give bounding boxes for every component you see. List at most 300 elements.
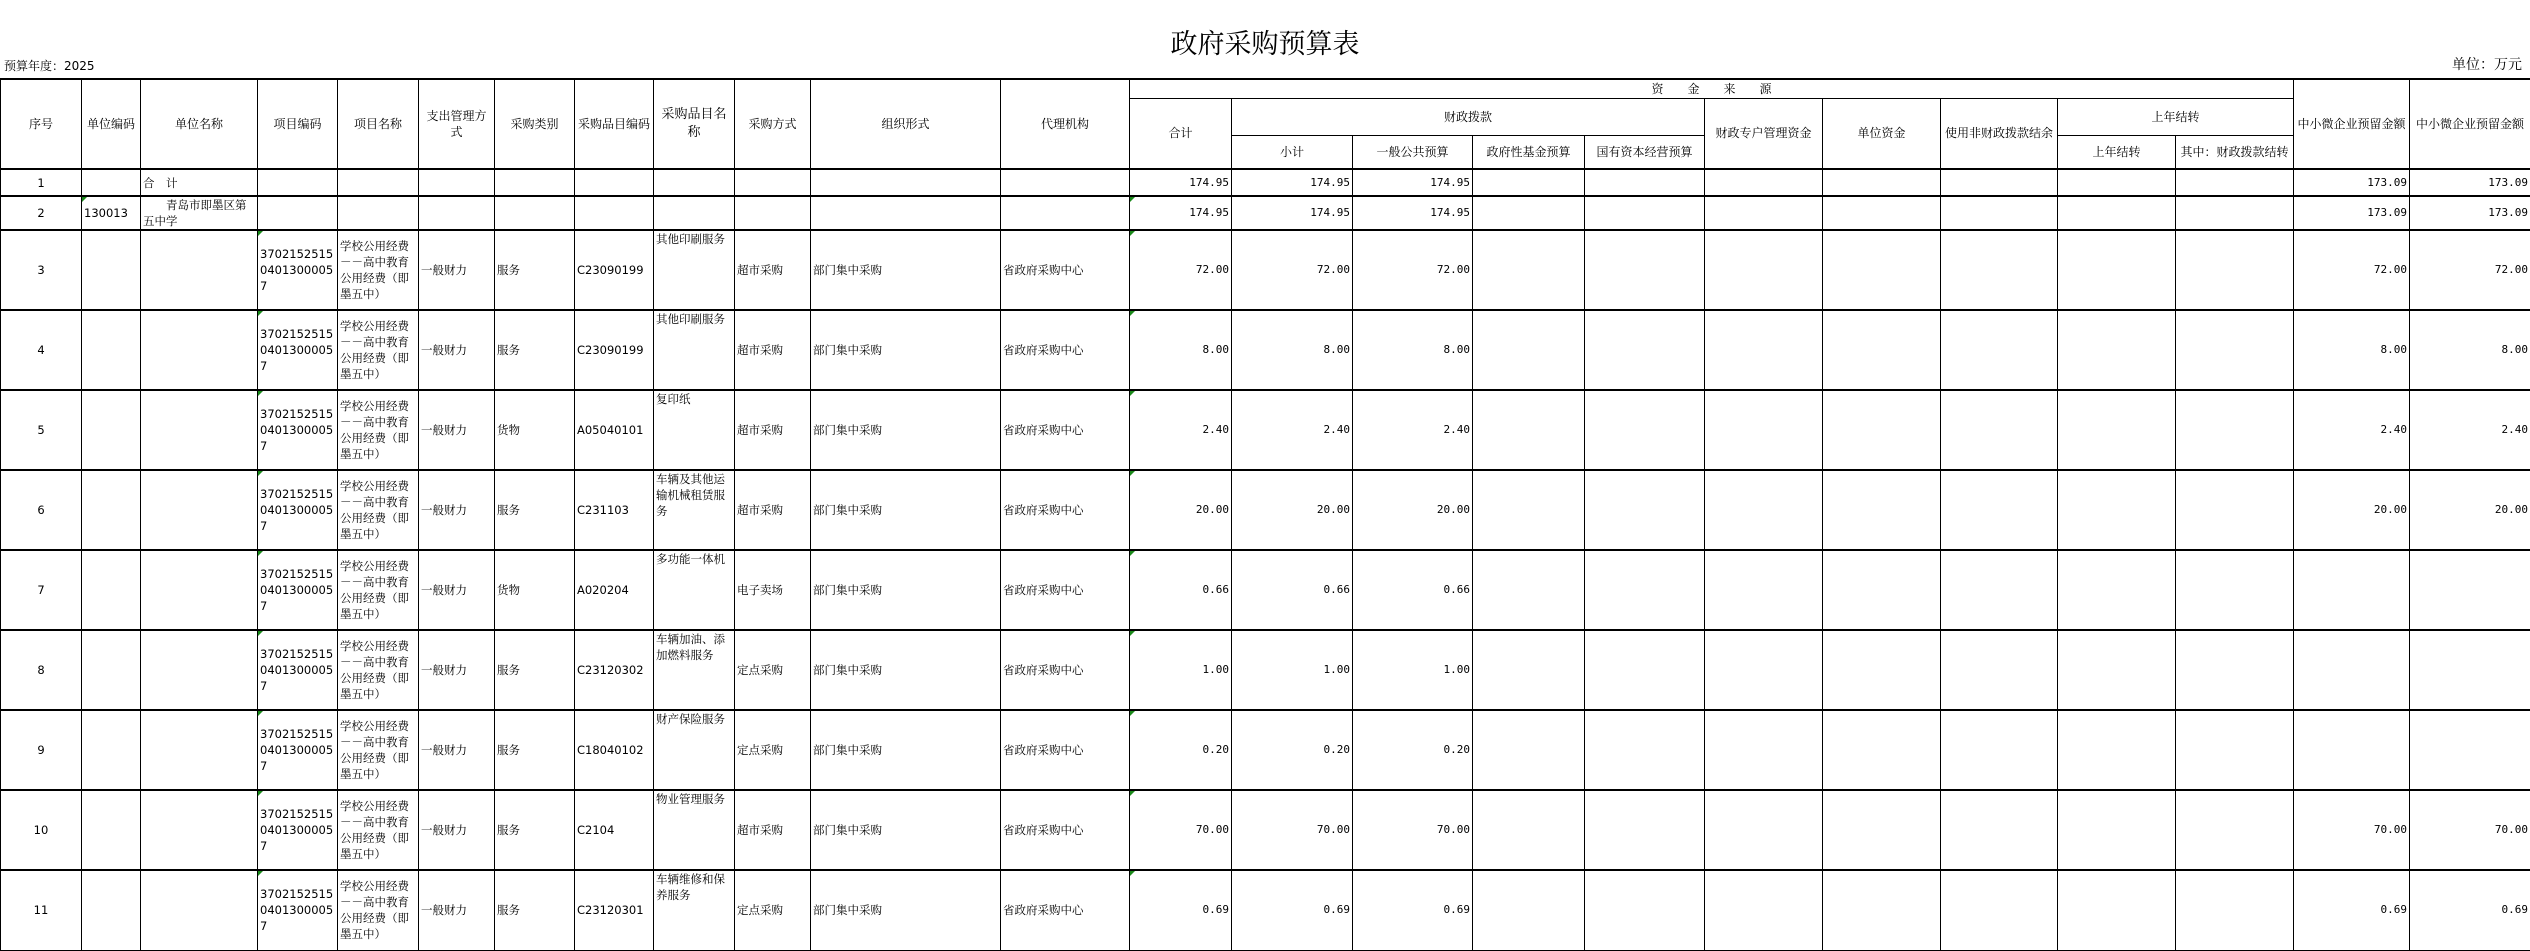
cell-subtotal[interactable]: 8.00 — [1232, 310, 1353, 390]
cell-subtotal[interactable]: 2.40 — [1232, 390, 1353, 470]
cell-subtotal[interactable]: 174.95 — [1232, 196, 1353, 230]
cell-item-name[interactable]: 物业管理服务 — [654, 790, 735, 870]
cell-item-code[interactable]: A05040101 — [575, 390, 654, 470]
cell-subtotal[interactable]: 0.20 — [1232, 710, 1353, 790]
cell-expense-mode[interactable]: 一般财力 — [419, 390, 495, 470]
cell-carryover[interactable] — [2058, 169, 2176, 196]
header-unit-funds: 单位资金 — [1823, 98, 1941, 169]
cell-non-fiscal-balance[interactable] — [1941, 550, 2058, 630]
cell-agency[interactable] — [1001, 169, 1130, 196]
cell-unit-funds[interactable] — [1823, 790, 1941, 870]
cell-item-code[interactable] — [575, 169, 654, 196]
cell-sme-reserve-1[interactable]: 8.00 — [2294, 310, 2410, 390]
table-body — [1, 169, 2530, 950]
cell-non-fiscal-balance[interactable] — [1941, 310, 2058, 390]
cell-organization[interactable]: 部门集中采购 — [811, 870, 1001, 950]
table-row — [1, 870, 2530, 950]
cell-method[interactable]: 超市采购 — [735, 310, 811, 390]
cell-general-budget[interactable]: 8.00 — [1353, 310, 1473, 390]
cell-method[interactable] — [735, 196, 811, 230]
cell-item-name[interactable]: 其他印刷服务 — [654, 310, 735, 390]
cell-project-code[interactable]: 370215251504013000057 — [258, 790, 338, 870]
cell-agency[interactable]: 省政府采购中心 — [1001, 790, 1130, 870]
cell-unit-code[interactable] — [82, 230, 141, 310]
cell-organization[interactable]: 部门集中采购 — [811, 310, 1001, 390]
cell-carryover[interactable] — [2058, 196, 2176, 230]
cell-unit-funds[interactable] — [1823, 550, 1941, 630]
cell-item-name[interactable]: 财产保险服务 — [654, 710, 735, 790]
cell-general-budget[interactable]: 174.95 — [1353, 169, 1473, 196]
cell-carryover[interactable] — [2058, 470, 2176, 550]
page-title: 政府采购预算表 — [0, 22, 2530, 61]
cell-unit-funds[interactable] — [1823, 870, 1941, 950]
cell-agency[interactable]: 省政府采购中心 — [1001, 630, 1130, 710]
cell-organization[interactable] — [811, 169, 1001, 196]
cell-agency[interactable]: 省政府采购中心 — [1001, 470, 1130, 550]
header-carryover: 上年结转 — [2058, 98, 2294, 135]
cell-project-code[interactable]: 370215251504013000057 — [258, 390, 338, 470]
cell-item-name[interactable]: 车辆加油、添加燃料服务 — [654, 630, 735, 710]
cell-total[interactable]: 20.00 — [1130, 470, 1232, 550]
cell-category[interactable]: 服务 — [495, 230, 575, 310]
cell-sme-reserve-1[interactable]: 173.09 — [2294, 169, 2410, 196]
cell-sme-reserve-1[interactable]: 72.00 — [2294, 230, 2410, 310]
cell-project-name[interactable]: 学校公用经费－－高中教育公用经费（即墨五中） — [338, 390, 419, 470]
cell-unit-funds[interactable] — [1823, 390, 1941, 470]
cell-project-code[interactable]: 370215251504013000057 — [258, 470, 338, 550]
cell-unit-code[interactable] — [82, 169, 141, 196]
cell-carryover[interactable] — [2058, 390, 2176, 470]
cell-seq[interactable]: 4 — [1, 310, 82, 390]
cell-seq[interactable]: 10 — [1, 790, 82, 870]
cell-carryover[interactable] — [2058, 710, 2176, 790]
header-project-code: 项目编码 — [258, 79, 338, 169]
cell-project-name[interactable]: 学校公用经费－－高中教育公用经费（即墨五中） — [338, 310, 419, 390]
cell-carryover-fiscal[interactable] — [2176, 169, 2294, 196]
cell-state-capital-budget[interactable] — [1585, 870, 1705, 950]
table-row — [1, 470, 2530, 550]
cell-subtotal[interactable]: 70.00 — [1232, 790, 1353, 870]
header-carryover-fiscal: 其中：财政拨款结转 — [2176, 135, 2294, 169]
header-unit-code: 单位编码 — [82, 79, 141, 169]
cell-unit-name[interactable] — [141, 390, 258, 470]
cell-seq[interactable]: 6 — [1, 470, 82, 550]
cell-subtotal[interactable]: 20.00 — [1232, 470, 1353, 550]
cell-seq[interactable]: 1 — [1, 169, 82, 196]
cell-non-fiscal-balance[interactable] — [1941, 390, 2058, 470]
cell-project-name[interactable] — [338, 196, 419, 230]
cell-state-capital-budget[interactable] — [1585, 196, 1705, 230]
cell-sme-reserve-1[interactable]: 70.00 — [2294, 790, 2410, 870]
cell-expense-mode[interactable]: 一般财力 — [419, 310, 495, 390]
cell-unit-code[interactable]: 130013 — [82, 196, 141, 230]
cell-special-account[interactable] — [1705, 710, 1823, 790]
cell-unit-code[interactable] — [82, 550, 141, 630]
cell-unit-funds[interactable] — [1823, 169, 1941, 196]
cell-unit-name[interactable]: 合 计 — [141, 169, 258, 196]
cell-special-account[interactable] — [1705, 169, 1823, 196]
cell-item-code[interactable]: C23120302 — [575, 630, 654, 710]
cell-method[interactable]: 定点采购 — [735, 870, 811, 950]
cell-non-fiscal-balance[interactable] — [1941, 630, 2058, 710]
cell-unit-name[interactable] — [141, 870, 258, 950]
cell-non-fiscal-balance[interactable] — [1941, 870, 2058, 950]
cell-method[interactable] — [735, 169, 811, 196]
cell-project-name[interactable]: 学校公用经费－－高中教育公用经费（即墨五中） — [338, 710, 419, 790]
cell-item-code[interactable]: C23120301 — [575, 870, 654, 950]
cell-agency[interactable]: 省政府采购中心 — [1001, 550, 1130, 630]
cell-total[interactable]: 1.00 — [1130, 630, 1232, 710]
cell-non-fiscal-balance[interactable] — [1941, 169, 2058, 196]
header-special-account: 财政专户管理资金 — [1705, 98, 1823, 169]
cell-carryover-fiscal[interactable] — [2176, 196, 2294, 230]
cell-category[interactable] — [495, 169, 575, 196]
cell-method[interactable]: 电子卖场 — [735, 550, 811, 630]
cell-sme-reserve-2[interactable]: 20.00 — [2410, 470, 2530, 550]
cell-total[interactable]: 8.00 — [1130, 310, 1232, 390]
cell-special-account[interactable] — [1705, 196, 1823, 230]
cell-state-capital-budget[interactable] — [1585, 630, 1705, 710]
cell-total[interactable]: 0.66 — [1130, 550, 1232, 630]
cell-general-budget[interactable]: 20.00 — [1353, 470, 1473, 550]
cell-project-name[interactable]: 学校公用经费－－高中教育公用经费（即墨五中） — [338, 630, 419, 710]
cell-sme-reserve-1[interactable]: 20.00 — [2294, 470, 2410, 550]
cell-unit-name[interactable] — [141, 470, 258, 550]
header-general-budget: 一般公共预算 — [1353, 135, 1473, 169]
cell-category[interactable]: 服务 — [495, 470, 575, 550]
cell-unit-code[interactable] — [82, 870, 141, 950]
header-category: 采购类别 — [495, 79, 575, 169]
cell-state-capital-budget[interactable] — [1585, 230, 1705, 310]
cell-carryover[interactable] — [2058, 790, 2176, 870]
cell-category[interactable]: 服务 — [495, 790, 575, 870]
cell-state-capital-budget[interactable] — [1585, 710, 1705, 790]
cell-seq[interactable]: 8 — [1, 630, 82, 710]
cell-total[interactable]: 0.20 — [1130, 710, 1232, 790]
cell-item-code[interactable]: C231103 — [575, 470, 654, 550]
cell-unit-name[interactable] — [141, 310, 258, 390]
header-non-fiscal-balance: 使用非财政拨款结余 — [1941, 98, 2058, 169]
cell-project-name[interactable]: 学校公用经费－－高中教育公用经费（即墨五中） — [338, 870, 419, 950]
cell-project-code[interactable]: 370215251504013000057 — [258, 710, 338, 790]
cell-general-budget[interactable]: 70.00 — [1353, 790, 1473, 870]
header-subtotal: 小计 — [1232, 135, 1353, 169]
cell-item-code[interactable]: C23090199 — [575, 230, 654, 310]
cell-unit-funds[interactable] — [1823, 710, 1941, 790]
cell-state-capital-budget[interactable] — [1585, 470, 1705, 550]
cell-sme-reserve-2[interactable] — [2410, 710, 2530, 790]
cell-item-code[interactable]: C2104 — [575, 790, 654, 870]
cell-sme-reserve-2[interactable]: 70.00 — [2410, 790, 2530, 870]
cell-sme-reserve-1[interactable] — [2294, 550, 2410, 630]
header-method: 采购方式 — [735, 79, 811, 169]
cell-agency[interactable]: 省政府采购中心 — [1001, 710, 1130, 790]
cell-sme-reserve-2[interactable]: 173.09 — [2410, 169, 2530, 196]
header-item-name: 采购品目名称 — [654, 79, 735, 169]
cell-organization[interactable]: 部门集中采购 — [811, 390, 1001, 470]
header-expense-mode: 支出管理方式 — [419, 79, 495, 169]
cell-expense-mode[interactable]: 一般财力 — [419, 470, 495, 550]
cell-carryover[interactable] — [2058, 870, 2176, 950]
cell-expense-mode[interactable]: 一般财力 — [419, 870, 495, 950]
cell-sme-reserve-1[interactable] — [2294, 710, 2410, 790]
cell-total[interactable]: 0.69 — [1130, 870, 1232, 950]
cell-agency[interactable] — [1001, 196, 1130, 230]
cell-category[interactable]: 货物 — [495, 390, 575, 470]
cell-sme-reserve-1[interactable]: 173.09 — [2294, 196, 2410, 230]
cell-expense-mode[interactable]: 一般财力 — [419, 710, 495, 790]
header-fiscal-allocation: 财政拨款 — [1232, 98, 1705, 135]
header-sme-reserve-1: 中小微企业预留金额 — [2294, 79, 2410, 169]
budget-year-label: 预算年度：2025 — [4, 57, 95, 74]
cell-project-code[interactable]: 370215251504013000057 — [258, 230, 338, 310]
cell-method[interactable]: 超市采购 — [735, 790, 811, 870]
cell-subtotal[interactable]: 174.95 — [1232, 169, 1353, 196]
cell-total[interactable]: 72.00 — [1130, 230, 1232, 310]
cell-special-account[interactable] — [1705, 870, 1823, 950]
cell-project-name[interactable]: 学校公用经费－－高中教育公用经费（即墨五中） — [338, 790, 419, 870]
cell-item-name[interactable] — [654, 169, 735, 196]
cell-sme-reserve-2[interactable] — [2410, 550, 2530, 630]
cell-item-name[interactable]: 车辆及其他运输机械租赁服务 — [654, 470, 735, 550]
cell-gov-fund-budget[interactable] — [1473, 550, 1585, 630]
cell-sme-reserve-1[interactable] — [2294, 630, 2410, 710]
cell-subtotal[interactable]: 1.00 — [1232, 630, 1353, 710]
header-funding-source: 资 金 来 源 — [1130, 79, 2294, 98]
cell-total[interactable]: 174.95 — [1130, 169, 1232, 196]
cell-general-budget[interactable]: 174.95 — [1353, 196, 1473, 230]
header-sme-reserve-2: 中小微企业预留金额 — [2410, 79, 2530, 169]
header-carryover-sub: 上年结转 — [2058, 135, 2176, 169]
cell-carryover[interactable] — [2058, 310, 2176, 390]
cell-item-code[interactable]: A020204 — [575, 550, 654, 630]
cell-seq[interactable]: 5 — [1, 390, 82, 470]
cell-general-budget[interactable]: 0.66 — [1353, 550, 1473, 630]
unit-label: 单位：万元 — [2452, 54, 2522, 74]
table-row — [1, 630, 2530, 710]
cell-organization[interactable]: 部门集中采购 — [811, 790, 1001, 870]
cell-method[interactable]: 超市采购 — [735, 470, 811, 550]
cell-special-account[interactable] — [1705, 630, 1823, 710]
cell-agency[interactable]: 省政府采购中心 — [1001, 310, 1130, 390]
cell-non-fiscal-balance[interactable] — [1941, 470, 2058, 550]
cell-sme-reserve-2[interactable]: 8.00 — [2410, 310, 2530, 390]
cell-unit-funds[interactable] — [1823, 470, 1941, 550]
cell-method[interactable]: 定点采购 — [735, 710, 811, 790]
cell-agency[interactable]: 省政府采购中心 — [1001, 390, 1130, 470]
cell-state-capital-budget[interactable] — [1585, 169, 1705, 196]
cell-item-code[interactable] — [575, 196, 654, 230]
cell-state-capital-budget[interactable] — [1585, 550, 1705, 630]
header-item-code: 采购品目编码 — [575, 79, 654, 169]
cell-item-name[interactable]: 车辆维修和保养服务 — [654, 870, 735, 950]
cell-category[interactable]: 服务 — [495, 710, 575, 790]
cell-gov-fund-budget[interactable] — [1473, 630, 1585, 710]
cell-carryover-fiscal[interactable] — [2176, 790, 2294, 870]
table-row — [1, 550, 2530, 630]
cell-general-budget[interactable]: 72.00 — [1353, 230, 1473, 310]
cell-organization[interactable]: 部门集中采购 — [811, 630, 1001, 710]
cell-non-fiscal-balance[interactable] — [1941, 230, 2058, 310]
cell-subtotal[interactable]: 0.66 — [1232, 550, 1353, 630]
cell-method[interactable]: 超市采购 — [735, 230, 811, 310]
cell-unit-name[interactable]: 青岛市即墨区第五中学 — [141, 196, 258, 230]
cell-unit-name[interactable] — [141, 790, 258, 870]
cell-gov-fund-budget[interactable] — [1473, 710, 1585, 790]
cell-non-fiscal-balance[interactable] — [1941, 710, 2058, 790]
table-row — [1, 390, 2530, 470]
cell-item-name[interactable]: 复印纸 — [654, 390, 735, 470]
cell-method[interactable]: 定点采购 — [735, 630, 811, 710]
cell-organization[interactable]: 部门集中采购 — [811, 470, 1001, 550]
cell-sme-reserve-2[interactable] — [2410, 630, 2530, 710]
cell-project-code[interactable]: 370215251504013000057 — [258, 550, 338, 630]
cell-project-code[interactable]: 370215251504013000057 — [258, 310, 338, 390]
cell-gov-fund-budget[interactable] — [1473, 390, 1585, 470]
cell-gov-fund-budget[interactable] — [1473, 230, 1585, 310]
cell-agency[interactable]: 省政府采购中心 — [1001, 870, 1130, 950]
cell-subtotal[interactable]: 0.69 — [1232, 870, 1353, 950]
cell-organization[interactable]: 部门集中采购 — [811, 230, 1001, 310]
cell-item-code[interactable]: C18040102 — [575, 710, 654, 790]
cell-unit-funds[interactable] — [1823, 310, 1941, 390]
cell-sme-reserve-2[interactable]: 173.09 — [2410, 196, 2530, 230]
cell-agency[interactable]: 省政府采购中心 — [1001, 230, 1130, 310]
cell-seq[interactable]: 2 — [1, 196, 82, 230]
cell-project-code[interactable]: 370215251504013000057 — [258, 630, 338, 710]
cell-carryover-fiscal[interactable] — [2176, 390, 2294, 470]
cell-sme-reserve-1[interactable]: 2.40 — [2294, 390, 2410, 470]
cell-expense-mode[interactable]: 一般财力 — [419, 630, 495, 710]
cell-carryover[interactable] — [2058, 630, 2176, 710]
cell-general-budget[interactable]: 2.40 — [1353, 390, 1473, 470]
cell-total[interactable]: 70.00 — [1130, 790, 1232, 870]
cell-sme-reserve-2[interactable]: 2.40 — [2410, 390, 2530, 470]
cell-carryover-fiscal[interactable] — [2176, 710, 2294, 790]
cell-total[interactable]: 2.40 — [1130, 390, 1232, 470]
cell-seq[interactable]: 9 — [1, 710, 82, 790]
cell-subtotal[interactable]: 72.00 — [1232, 230, 1353, 310]
cell-gov-fund-budget[interactable] — [1473, 870, 1585, 950]
cell-carryover[interactable] — [2058, 550, 2176, 630]
cell-seq[interactable]: 3 — [1, 230, 82, 310]
cell-organization[interactable]: 部门集中采购 — [811, 550, 1001, 630]
cell-special-account[interactable] — [1705, 790, 1823, 870]
cell-total[interactable]: 174.95 — [1130, 196, 1232, 230]
cell-expense-mode[interactable] — [419, 196, 495, 230]
cell-project-code[interactable]: 370215251504013000057 — [258, 870, 338, 950]
cell-seq[interactable]: 11 — [1, 870, 82, 950]
header-organization: 组织形式 — [811, 79, 1001, 169]
cell-unit-name[interactable] — [141, 630, 258, 710]
cell-unit-code[interactable] — [82, 470, 141, 550]
cell-expense-mode[interactable]: 一般财力 — [419, 230, 495, 310]
cell-project-name[interactable]: 学校公用经费－－高中教育公用经费（即墨五中） — [338, 470, 419, 550]
cell-sme-reserve-2[interactable]: 72.00 — [2410, 230, 2530, 310]
cell-gov-fund-budget[interactable] — [1473, 310, 1585, 390]
cell-unit-code[interactable] — [82, 310, 141, 390]
cell-carryover[interactable] — [2058, 230, 2176, 310]
cell-gov-fund-budget[interactable] — [1473, 470, 1585, 550]
cell-category[interactable] — [495, 196, 575, 230]
table-row — [1, 230, 2530, 310]
procurement-budget-table — [0, 78, 2530, 951]
cell-category[interactable]: 货物 — [495, 550, 575, 630]
cell-carryover-fiscal[interactable] — [2176, 550, 2294, 630]
cell-special-account[interactable] — [1705, 390, 1823, 470]
cell-carryover-fiscal[interactable] — [2176, 870, 2294, 950]
cell-special-account[interactable] — [1705, 550, 1823, 630]
cell-expense-mode[interactable] — [419, 169, 495, 196]
table-row — [1, 310, 2530, 390]
cell-unit-code[interactable] — [82, 630, 141, 710]
cell-organization[interactable] — [811, 196, 1001, 230]
cell-expense-mode[interactable]: 一般财力 — [419, 790, 495, 870]
cell-category[interactable]: 服务 — [495, 870, 575, 950]
cell-unit-code[interactable] — [82, 390, 141, 470]
cell-carryover-fiscal[interactable] — [2176, 470, 2294, 550]
cell-special-account[interactable] — [1705, 230, 1823, 310]
cell-category[interactable]: 服务 — [495, 630, 575, 710]
cell-state-capital-budget[interactable] — [1585, 790, 1705, 870]
cell-unit-name[interactable] — [141, 550, 258, 630]
header-seq: 序号 — [1, 79, 82, 169]
cell-item-code[interactable]: C23090199 — [575, 310, 654, 390]
cell-unit-code[interactable] — [82, 790, 141, 870]
cell-project-name[interactable]: 学校公用经费－－高中教育公用经费（即墨五中） — [338, 230, 419, 310]
cell-non-fiscal-balance[interactable] — [1941, 790, 2058, 870]
cell-general-budget[interactable]: 0.20 — [1353, 710, 1473, 790]
cell-carryover-fiscal[interactable] — [2176, 230, 2294, 310]
cell-special-account[interactable] — [1705, 310, 1823, 390]
cell-general-budget[interactable]: 1.00 — [1353, 630, 1473, 710]
cell-state-capital-budget[interactable] — [1585, 390, 1705, 470]
cell-general-budget[interactable]: 0.69 — [1353, 870, 1473, 950]
cell-non-fiscal-balance[interactable] — [1941, 196, 2058, 230]
cell-sme-reserve-1[interactable]: 0.69 — [2294, 870, 2410, 950]
cell-unit-name[interactable] — [141, 230, 258, 310]
table-row — [1, 710, 2530, 790]
cell-expense-mode[interactable]: 一般财力 — [419, 550, 495, 630]
cell-item-name[interactable]: 其他印刷服务 — [654, 230, 735, 310]
cell-gov-fund-budget[interactable] — [1473, 169, 1585, 196]
cell-seq[interactable]: 7 — [1, 550, 82, 630]
cell-project-name[interactable]: 学校公用经费－－高中教育公用经费（即墨五中） — [338, 550, 419, 630]
cell-category[interactable]: 服务 — [495, 310, 575, 390]
cell-unit-funds[interactable] — [1823, 630, 1941, 710]
cell-state-capital-budget[interactable] — [1585, 310, 1705, 390]
cell-sme-reserve-2[interactable]: 0.69 — [2410, 870, 2530, 950]
cell-item-name[interactable] — [654, 196, 735, 230]
cell-unit-funds[interactable] — [1823, 196, 1941, 230]
cell-project-name[interactable] — [338, 169, 419, 196]
cell-special-account[interactable] — [1705, 470, 1823, 550]
cell-gov-fund-budget[interactable] — [1473, 196, 1585, 230]
cell-item-name[interactable]: 多功能一体机 — [654, 550, 735, 630]
cell-unit-code[interactable] — [82, 710, 141, 790]
cell-unit-funds[interactable] — [1823, 230, 1941, 310]
cell-carryover-fiscal[interactable] — [2176, 310, 2294, 390]
cell-project-code[interactable] — [258, 196, 338, 230]
table-row — [1, 790, 2530, 870]
cell-carryover-fiscal[interactable] — [2176, 630, 2294, 710]
cell-method[interactable]: 超市采购 — [735, 390, 811, 470]
table-row — [1, 196, 2530, 230]
cell-gov-fund-budget[interactable] — [1473, 790, 1585, 870]
cell-project-code[interactable] — [258, 169, 338, 196]
cell-organization[interactable]: 部门集中采购 — [811, 710, 1001, 790]
cell-unit-name[interactable] — [141, 710, 258, 790]
